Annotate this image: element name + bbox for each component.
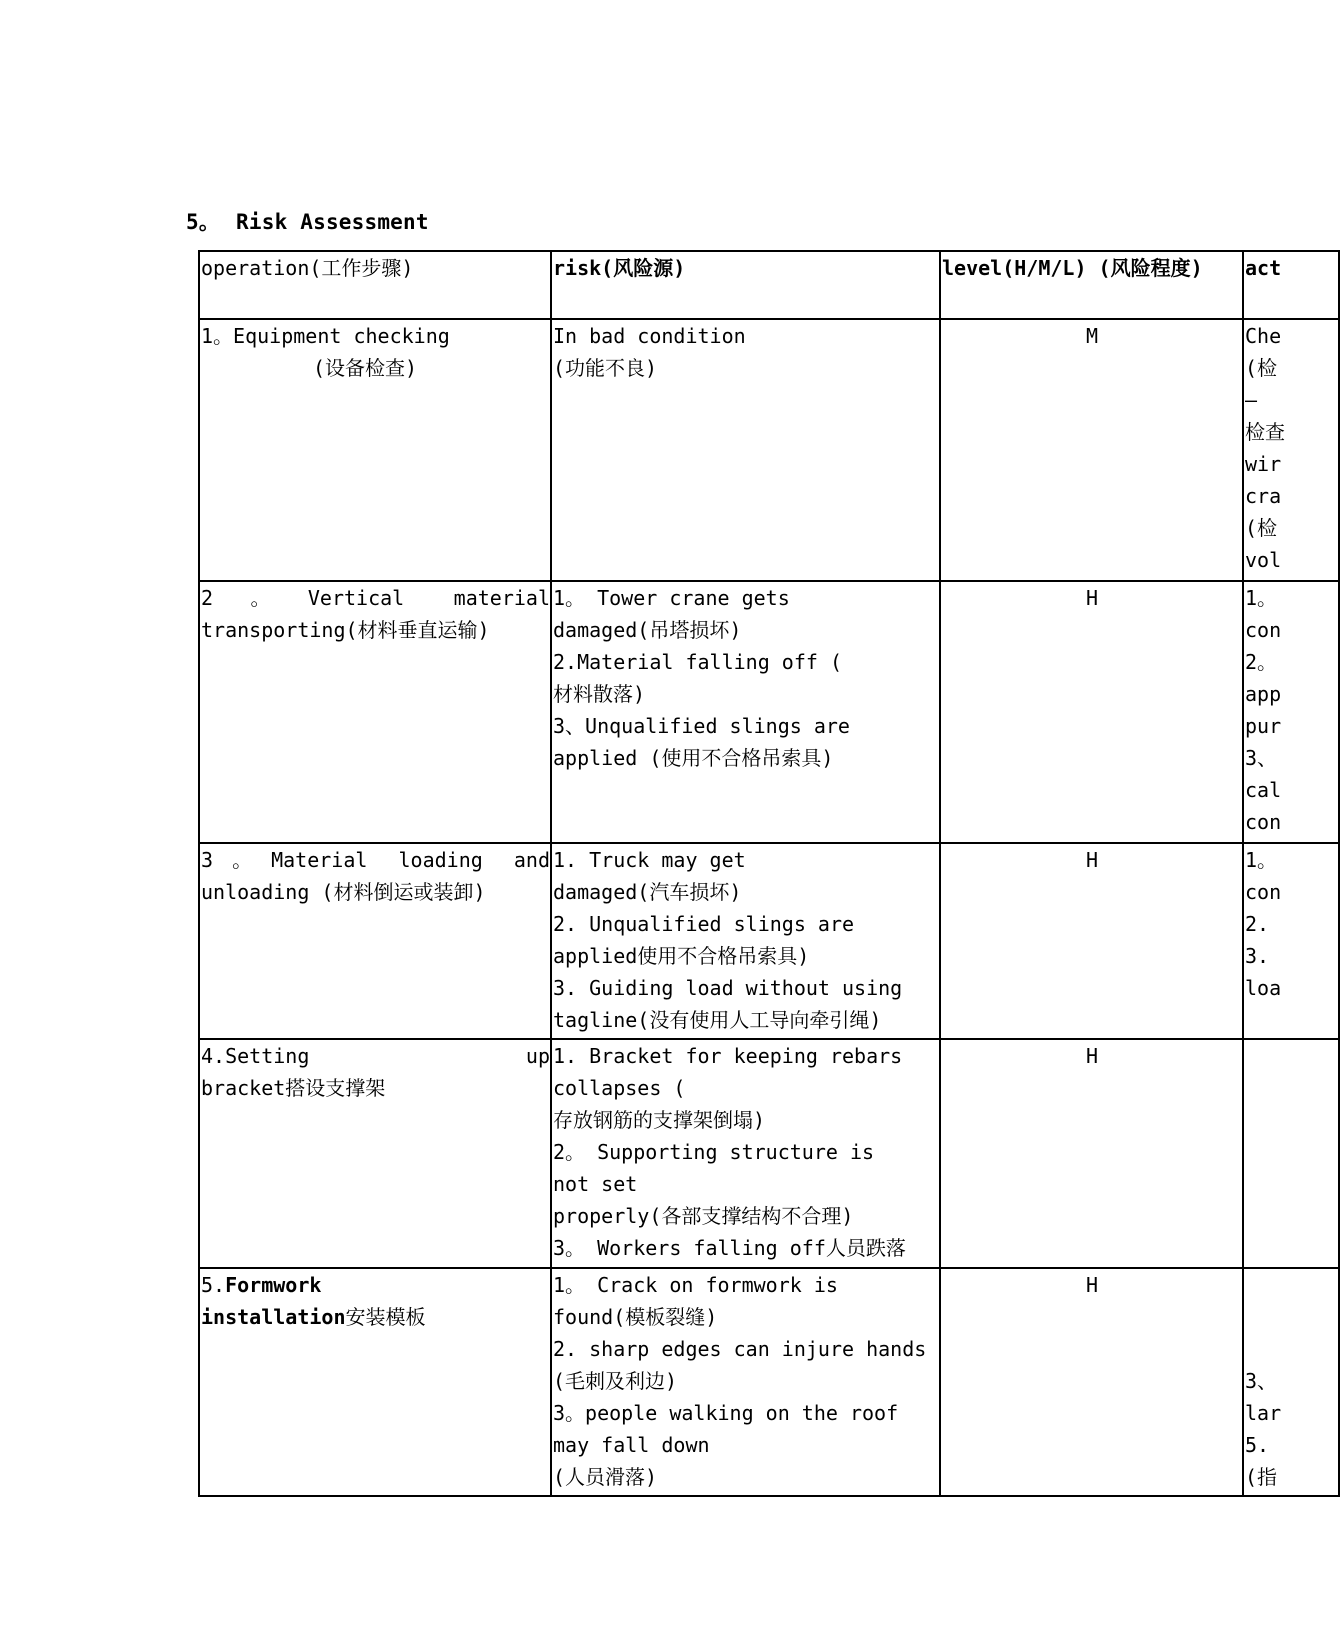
action-line (1245, 1301, 1338, 1333)
risk-line: found(模板裂缝) (553, 1305, 718, 1329)
cell-operation (199, 1039, 551, 1268)
section-heading (186, 206, 429, 236)
action-line: cal (1245, 778, 1282, 802)
table-row (199, 581, 1339, 843)
cell-risk (551, 1268, 940, 1496)
risk-line: damaged(汽车损坏) (553, 880, 742, 904)
action-line: con (1245, 810, 1282, 834)
risk-assessment-table-container (198, 250, 1285, 1502)
risk-assessment-table (198, 250, 1340, 1497)
action-line: con (1245, 618, 1282, 642)
section-title: Risk Assessment (236, 210, 429, 234)
cell-risk (551, 319, 940, 581)
action-line: Che (1245, 324, 1282, 348)
risk-line: 材料散落) (553, 682, 646, 706)
cell-action (1243, 581, 1339, 843)
operation-chinese-text: 安装模板 (345, 1305, 426, 1329)
action-line: 5. (1245, 1433, 1270, 1457)
table-row (199, 843, 1339, 1039)
header-action: act (1243, 251, 1339, 319)
operation-bold-text: Formwork (225, 1273, 322, 1297)
action-line: cra (1245, 484, 1282, 508)
operation-line: 3。Material loading and (201, 848, 550, 872)
risk-line: In bad condition (553, 324, 746, 348)
risk-line: 2. Unqualified slings are (553, 912, 855, 936)
table-row (199, 1268, 1339, 1496)
cell-risk (551, 843, 940, 1039)
operation-bold-text: installation (201, 1305, 346, 1329)
cell-action (1243, 319, 1339, 581)
cell-level: H (940, 1268, 1243, 1496)
action-line: con (1245, 880, 1282, 904)
header-operation: operation(工作步骤) (199, 251, 551, 319)
risk-line: 1。 Tower crane gets (553, 586, 790, 610)
cell-level: H (940, 843, 1243, 1039)
action-line: 1。 (1245, 586, 1278, 610)
cell-operation (199, 319, 551, 581)
action-line: – (1245, 388, 1258, 412)
operation-line: (设备检查) (313, 356, 418, 380)
operation-line: 4.Setting up (201, 1044, 550, 1068)
risk-line: (毛刺及利边) (553, 1369, 678, 1393)
risk-line: 1。 Crack on formwork is (553, 1273, 838, 1297)
operation-line: 2。Vertical material (201, 586, 550, 610)
cell-operation (199, 581, 551, 843)
action-line: vol (1245, 548, 1282, 572)
action-line: 3、 (1245, 1369, 1278, 1393)
risk-line: 1. Truck may get (553, 848, 746, 872)
risk-line: damaged(吊塔损坏) (553, 618, 742, 642)
cell-level: H (940, 581, 1243, 843)
cell-action (1243, 843, 1339, 1039)
action-line: 检查 (1245, 420, 1285, 444)
risk-line: tagline(没有使用人工导向牵引绳) (553, 1008, 882, 1032)
cell-level: M (940, 319, 1243, 581)
cell-level: H (940, 1039, 1243, 1268)
operation-line: transporting(材料垂直运输) (201, 618, 490, 642)
action-line: (检 (1245, 516, 1278, 540)
risk-line: may fall down (553, 1433, 710, 1457)
table-row (199, 319, 1339, 581)
cell-risk (551, 1039, 940, 1268)
risk-line: 3。 Workers falling off人员跌落 (553, 1236, 906, 1260)
action-line: pur (1245, 714, 1282, 738)
table-row (199, 1039, 1339, 1268)
action-line: loa (1245, 976, 1282, 1000)
operation-line: bracket搭设支撑架 (201, 1076, 386, 1100)
section-number: 5。 (186, 210, 221, 234)
action-line: 2. (1245, 912, 1270, 936)
risk-line: 3。people walking on the roof (553, 1401, 899, 1425)
action-line (1245, 1333, 1338, 1365)
action-line: 3、 (1245, 746, 1278, 770)
header-risk: risk(风险源) (551, 251, 940, 319)
risk-line: 3. Guiding load without using (553, 976, 903, 1000)
risk-line: 2. sharp edges can injure hands (553, 1337, 927, 1361)
action-line: app (1245, 682, 1282, 706)
risk-line: not set (553, 1172, 638, 1196)
risk-line: 2.Material falling off ( (553, 650, 842, 674)
risk-line: applied使用不合格吊索具) (553, 944, 810, 968)
action-line: 2。 (1245, 650, 1278, 674)
risk-line: 存放钢筋的支撑架倒塌) (553, 1108, 766, 1132)
action-line: 3. (1245, 944, 1270, 968)
header-level: level(H/M/L) (风险程度) (940, 251, 1243, 319)
risk-line: applied (使用不合格吊索具) (553, 746, 834, 770)
cell-action (1243, 1039, 1339, 1268)
risk-line: (人员滑落) (553, 1465, 658, 1489)
cell-operation (199, 843, 551, 1039)
risk-line: collapses ( (553, 1076, 686, 1100)
risk-line: 2。 Supporting structure is (553, 1140, 875, 1164)
cell-action (1243, 1268, 1339, 1496)
action-line: wir (1245, 452, 1282, 476)
operation-number: 5. (201, 1273, 226, 1297)
action-line: (指 (1245, 1465, 1278, 1489)
cell-risk (551, 581, 940, 843)
risk-line: 1. Bracket for keeping rebars (553, 1044, 903, 1068)
risk-line: 3、Unqualified slings are (553, 714, 850, 738)
risk-line: properly(各部支撑结构不合理) (553, 1204, 854, 1228)
action-line: (检 (1245, 356, 1278, 380)
action-line: 1。 (1245, 848, 1278, 872)
table-header-row (199, 251, 1339, 319)
operation-line: unloading (材料倒运或装卸) (201, 880, 486, 904)
action-line (1245, 1269, 1338, 1301)
cell-operation (199, 1268, 551, 1496)
risk-line: (功能不良) (553, 356, 658, 380)
action-line: lar (1245, 1401, 1282, 1425)
operation-line: 1。Equipment checking (201, 324, 450, 348)
